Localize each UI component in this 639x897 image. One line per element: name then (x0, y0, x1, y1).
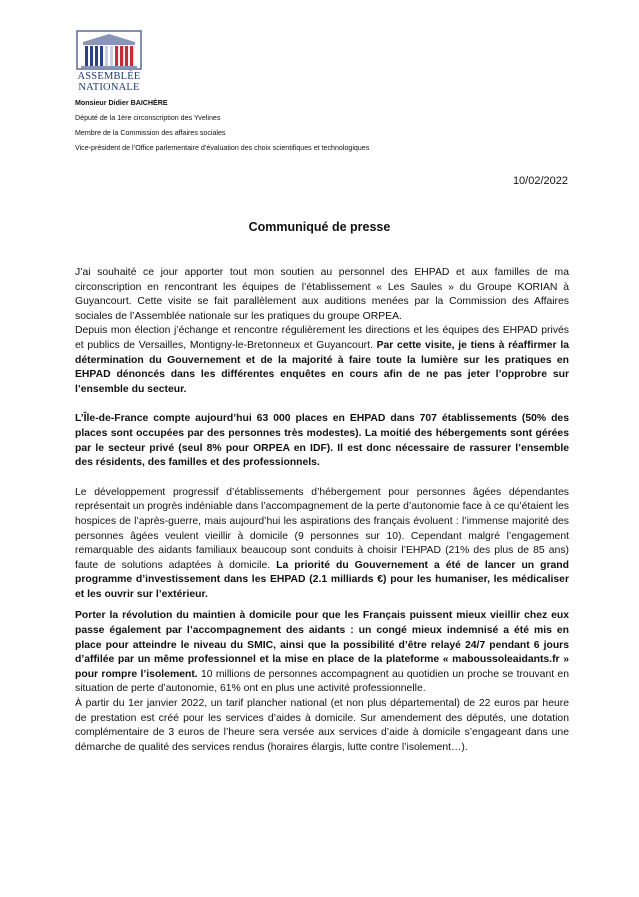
paragraph-home-care-text: 10 millions de personnes accompagnent au quotidien un proche se trouvant en situation de perte d’autonomie, 61% ont en plus une activité professionnelle. (75, 668, 569, 695)
paragraph-meetings-emphasis: Par cette visite, je tiens à réaffirmer la détermination du Gouvernement et de la majorité à faire toute la lumière sur les pratiques en EHPAD dénoncés dans les différentes enquêtes en cours afin de ne pas jeter l’opprobre sur l’ensemble du secteur. (75, 339, 569, 395)
paragraph-home-care-emphasis: Porter la révolution du maintien à domicile pour que les Français puissent mieux vieillir chez eux passe également par l’accompagnement des aidants : un congé mieux indemnisé a été mis en place pour atteindre le niveau du SMIC, ainsi que la possibilité d’être relayé 24/7 pendant 6 jours d’affilée par un même professionnel et la mise en place de la plateforme « maboussoleaidants.fr » pour rompre l’isolement. (75, 610, 569, 680)
paragraph-development (75, 486, 569, 603)
parliament-building-icon (75, 30, 143, 70)
logo-text (75, 71, 143, 93)
paragraph-tariff: À partir du 1er janvier 2022, un tarif plancher national (et non plus départemental) de 22 euros par heure de prestation est créé pour les services d’aides à domicile. Sur amendement des députés, une dotation complémentaire de 3 euros de l’heure sera versée aux services d’aide à domicile s’engageant dans une démarche de qualité des services rendus (horaires élargis, lutte contre l’isolement…). (75, 698, 569, 753)
paragraph-development-emphasis: La priorité du Gouvernement a été de lancer un grand programme d’investissement dans les EHPAD (2.1 milliards €) pour les humaniser, les médicaliser et les ouvrir sur l’extérieur. (75, 559, 569, 600)
paragraph-visit: J’ai souhaité ce jour apporter tout mon soutien au personnel des EHPAD et aux familles de ma circonscription en rencontrant les équipes de l’établissement « Les Saules » du Groupe KORIAN à Guyancourt. Cette visite se fait parallèlement aux auditions menées par la Commission des Affaires sociales de l’Assemblée nationale sur les pratiques du groupe ORPEA. (75, 267, 569, 322)
author-role-office: Vice-président de l’Office parlementaire d’évaluation des choix scientifiques et technologiques (75, 144, 370, 152)
page-title: Communiqué de presse (248, 220, 391, 234)
paragraph-meetings (75, 324, 569, 397)
press-release-body (75, 266, 569, 755)
author-name: Monsieur Didier BAICHÈRE (75, 99, 168, 107)
assemblee-nationale-logo (75, 30, 143, 93)
document-date: 10/02/2022 (512, 175, 568, 187)
paragraph-home-care (75, 609, 569, 697)
logo-line-1: ASSEMBLÉE (77, 71, 141, 82)
author-role-deputy: Député de la 1ère circonscription des Yvelines (75, 114, 221, 122)
paragraph-idf-figures: L’Île-de-France compte aujourd’hui 63 000 places en EHPAD dans 707 établissements (50% des places sont occupées par des personnes très modestes). La moitié des hébergements sont gérées par le secteur privé (seul 8% pour ORPEA en IDF). Il est donc nécessaire de rassurer l’ensemble des résidents, des familles et des professionnels. (75, 413, 569, 469)
paragraph-development-text: Le développement progressif d’établissements d’hébergement pour personnes âgées dépendantes représentait un progrès indéniable dans l’accompagnement de la perte d’autonomie face à ce qu’étaient les hospices de l’après-guerre, mais aujourd’hui les aspirations des français évoluent : l’immense majorité des personnes âgées veulent vieillir à domicile (9 personnes sur 10). Cependant malgré l’engagement remarquable des aidants familiaux beaucoup sont conduits à choisir l’EHPAD (21% des plus de 85 ans) faute de solutions adaptées à domicile. (75, 486, 569, 571)
author-block (75, 96, 369, 156)
author-role-commission: Membre de la Commission des affaires sociales (75, 129, 226, 137)
paragraph-meetings-text: Depuis mon élection j’échange et rencontre régulièrement les directions et les équipes des EHPAD privés et publics de Versailles, Montigny-le-Bretonneux et Guyancourt. (75, 325, 569, 351)
logo-line-2: NATIONALE (78, 82, 140, 93)
